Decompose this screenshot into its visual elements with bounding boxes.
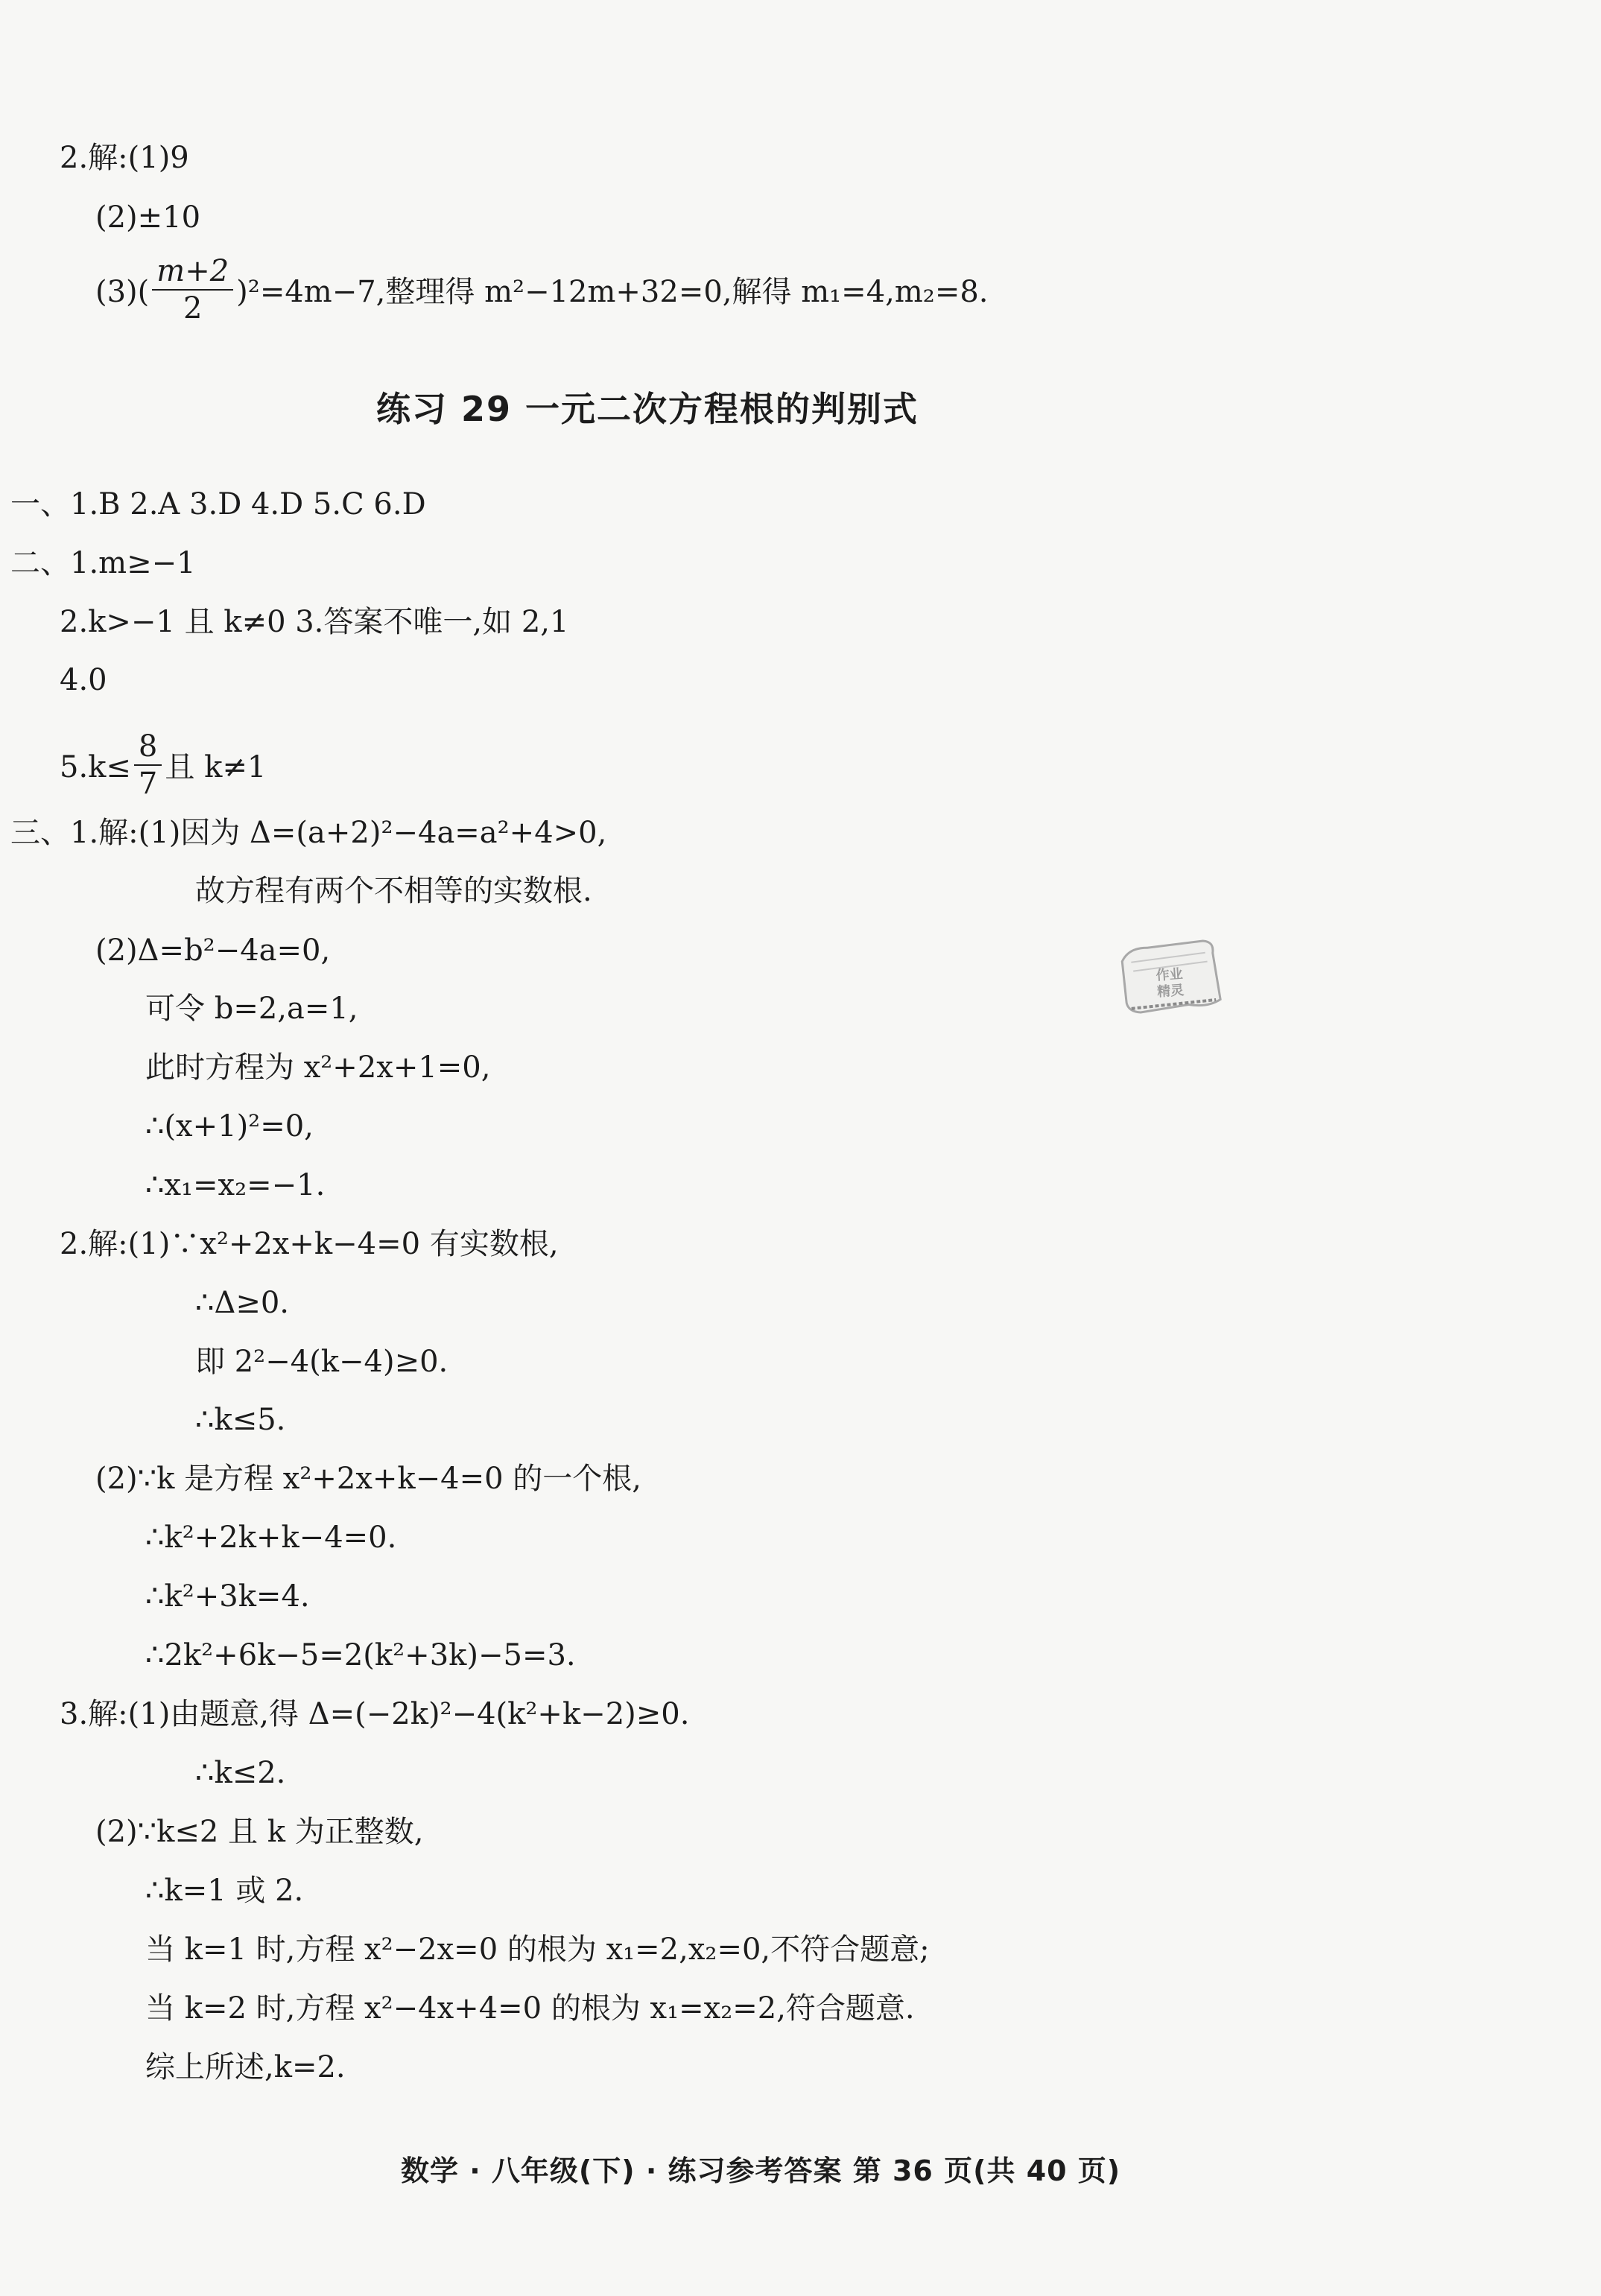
section-2-q5 xyxy=(60,729,267,803)
section-2-q2-q3: 2.k>−1 且 k≠0 3.答案不唯一,如 2,1 xyxy=(60,605,569,639)
answer-2-part3 xyxy=(95,254,989,328)
s3-q2-line: 即 2²−4(k−4)≥0. xyxy=(195,1345,448,1379)
svg-text:作业: 作业 xyxy=(1155,965,1184,984)
text: 5.k≤ xyxy=(60,750,131,784)
numerator: m+2 xyxy=(152,256,233,291)
denominator: 2 xyxy=(183,291,203,326)
page-footer: 数学 · 八年级(下) · 练习参考答案 第 36 页(共 40 页) xyxy=(401,2154,1121,2187)
s3-q1-line: (2)Δ=b²−4a=0, xyxy=(95,933,331,968)
s3-q3-line: 综上所述,k=2. xyxy=(145,2050,346,2084)
s3-q2-line: ∴2k²+6k−5=2(k²+3k)−5=3. xyxy=(145,1638,576,1672)
section-2-q4: 4.0 xyxy=(60,663,107,697)
answer-2-part2: (2)±10 xyxy=(95,200,201,235)
section-1-answers: 一、1.B 2.A 3.D 4.D 5.C 6.D xyxy=(10,487,426,521)
s3-q2-line: 2.解:(1)∵x²+2x+k−4=0 有实数根, xyxy=(60,1227,559,1261)
section-title: 练习 29 一元二次方程根的判别式 xyxy=(376,389,919,429)
s3-q2-line: ∴Δ≥0. xyxy=(195,1286,290,1320)
s3-q1-line: 三、1.解:(1)因为 Δ=(a+2)²−4a=a²+4>0, xyxy=(10,816,607,850)
s3-q3-line: ∴k≤2. xyxy=(195,1756,286,1790)
s3-q1-line: 此时方程为 x²+2x+1=0, xyxy=(145,1050,491,1085)
s3-q3-line: (2)∵k≤2 且 k 为正整数, xyxy=(95,1815,424,1849)
fraction xyxy=(134,729,162,801)
s3-q1-line: 可令 b=2,a=1, xyxy=(145,992,358,1026)
s3-q3-line: 当 k=1 时,方程 x²−2x=0 的根为 x₁=2,x₂=0,不符合题意; xyxy=(145,1932,930,1967)
s3-q3-line: 当 k=2 时,方程 x²−4x+4=0 的根为 x₁=x₂=2,符合题意. xyxy=(145,1991,915,2026)
s3-q2-line: ∴k²+2k+k−4=0. xyxy=(145,1520,397,1555)
numerator: 8 xyxy=(134,732,162,766)
s3-q1-line: 故方程有两个不相等的实数根. xyxy=(195,874,592,908)
svg-text:精灵: 精灵 xyxy=(1156,982,1185,1000)
s3-q3-line: ∴k=1 或 2. xyxy=(145,1874,304,1908)
text: 且 k≠1 xyxy=(165,750,267,784)
answer-2-part1: 2.解:(1)9 xyxy=(60,141,189,175)
s3-q2-line: ∴k²+3k=4. xyxy=(145,1579,310,1614)
s3-q2-line: (2)∵k 是方程 x²+2x+k−4=0 的一个根, xyxy=(95,1462,642,1496)
s3-q1-line: ∴x₁=x₂=−1. xyxy=(145,1168,326,1202)
fraction xyxy=(152,254,233,326)
s3-q2-line: ∴k≤5. xyxy=(195,1403,286,1437)
text: )²=4m−7,整理得 m²−12m+32=0,解得 m₁=4,m₂=8. xyxy=(236,275,989,309)
denominator: 7 xyxy=(138,767,158,801)
text: (3)( xyxy=(95,275,150,309)
s3-q1-line: ∴(x+1)²=0, xyxy=(145,1109,314,1144)
section-2-q1: 二、1.m≥−1 xyxy=(10,546,196,580)
s3-q3-line: 3.解:(1)由题意,得 Δ=(−2k)²−4(k²+k−2)≥0. xyxy=(60,1697,690,1731)
watermark-stamp-icon xyxy=(1113,933,1230,1023)
